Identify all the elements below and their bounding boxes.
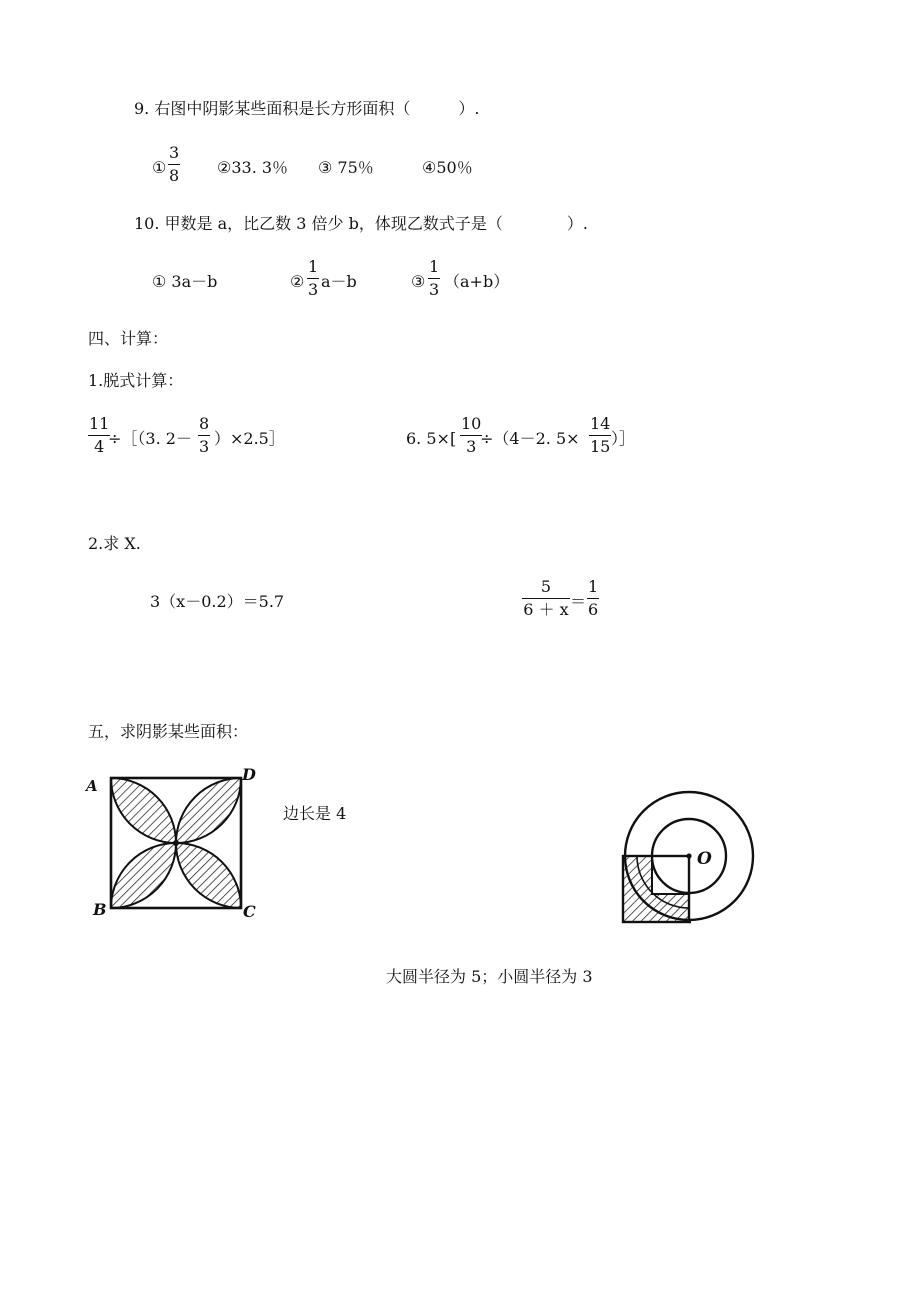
expr1-part-2: ）×2.5］ (214, 429, 285, 448)
equation-2-fraction-1-denominator: 6 ＋ x (523, 600, 569, 619)
expr2-part-3: ）］ (611, 429, 636, 448)
equation-2-fraction-1 (522, 579, 570, 618)
center-o-point (686, 853, 691, 858)
figure-1-label-c: C (243, 902, 256, 921)
expr2-fraction-1 (460, 416, 482, 455)
equation-2-fraction-2-denominator: 6 (588, 600, 599, 619)
section-5-heading: 五，求阴影某些面积： (88, 722, 249, 741)
figure-1-label-b: B (93, 900, 107, 919)
q10-option-3-denominator: 3 (429, 280, 440, 299)
expr2-fraction-2-numerator: 14 (589, 416, 611, 436)
equation-2-equals: ＝ (570, 592, 587, 611)
q10-option-3-rest: （a+b） (444, 272, 510, 291)
equation-2-fraction-2-numerator: 1 (587, 579, 599, 599)
q10-stem: 10. 甲数是 a，比乙数 3 倍少 b，体现乙数式子是（ ）. (134, 214, 588, 233)
expr1-fraction-1-numerator: 11 (88, 416, 110, 436)
figure-1-petal-square (86, 762, 266, 924)
q9-option-4: ④50％ (422, 158, 473, 177)
q9-option-3: ③ 75％ (318, 158, 374, 177)
petal-top-right (176, 778, 241, 843)
equation-2-fraction-2 (587, 579, 599, 618)
equation-2-fraction-1-numerator: 5 (522, 579, 570, 599)
figure-2-label-o: O (697, 849, 712, 869)
expr2-fraction-1-numerator: 10 (460, 416, 482, 436)
expr1-fraction-2-numerator: 8 (198, 416, 210, 436)
q9-option-2: ②33. 3％ (217, 158, 289, 177)
q10-option-2-rest: a－b (321, 272, 357, 291)
petal-bottom-left (111, 843, 176, 908)
expr2-fraction-2 (589, 416, 611, 455)
q10-option-3-fraction (428, 259, 440, 298)
section-4-sub-1: 1.脱式计算： (88, 371, 184, 390)
q10-option-1: ① 3a－b (152, 272, 218, 291)
q10-option-2-numerator: 1 (307, 259, 319, 279)
q9-stem: 9. 右图中阴影某些面积是长方形面积（ ）. (134, 99, 480, 118)
expr2-fraction-1-denominator: 3 (466, 437, 477, 456)
petal-bottom-right (176, 843, 241, 908)
q10-option-3-mark: ③ (411, 272, 426, 291)
expr1-fraction-2-denominator: 3 (199, 437, 210, 456)
section-4-heading: 四、计算： (88, 329, 169, 348)
expr2-part-1: 6. 5×[ (406, 429, 457, 448)
figure-1-label-d: D (242, 765, 256, 784)
expr1-fraction-1-denominator: 4 (94, 437, 105, 456)
q9-option-1-numerator: 3 (168, 145, 180, 165)
petal-top-left (111, 778, 176, 843)
q10-option-2-fraction (307, 259, 319, 298)
expr1-fraction-1 (88, 416, 110, 455)
expr2-fraction-2-denominator: 15 (590, 437, 611, 456)
expr2-part-2: ÷（4－2. 5× (480, 429, 580, 448)
q9-option-1-fraction (168, 145, 180, 184)
q9-option-1-mark: ① (152, 158, 167, 177)
expr1-fraction-2 (198, 416, 210, 455)
q10-option-2-mark: ② (290, 272, 305, 291)
figure-2-concentric-circles (612, 780, 762, 930)
figure-1-label-a: A (86, 777, 98, 795)
equation-1: 3（x－0.2）＝5.7 (150, 592, 285, 611)
q10-option-2-denominator: 3 (308, 280, 319, 299)
q9-option-1-denominator: 8 (169, 166, 180, 185)
center-point (173, 840, 179, 846)
section-4-sub-2: 2.求 X. (88, 534, 141, 553)
figure-2-caption: 大圆半径为 5；小圆半径为 3 (386, 967, 593, 986)
expr1-part-1: ÷［（3. 2－ (108, 429, 192, 448)
figure-1-caption: 边长是 4 (283, 804, 347, 823)
q10-option-3-numerator: 1 (428, 259, 440, 279)
